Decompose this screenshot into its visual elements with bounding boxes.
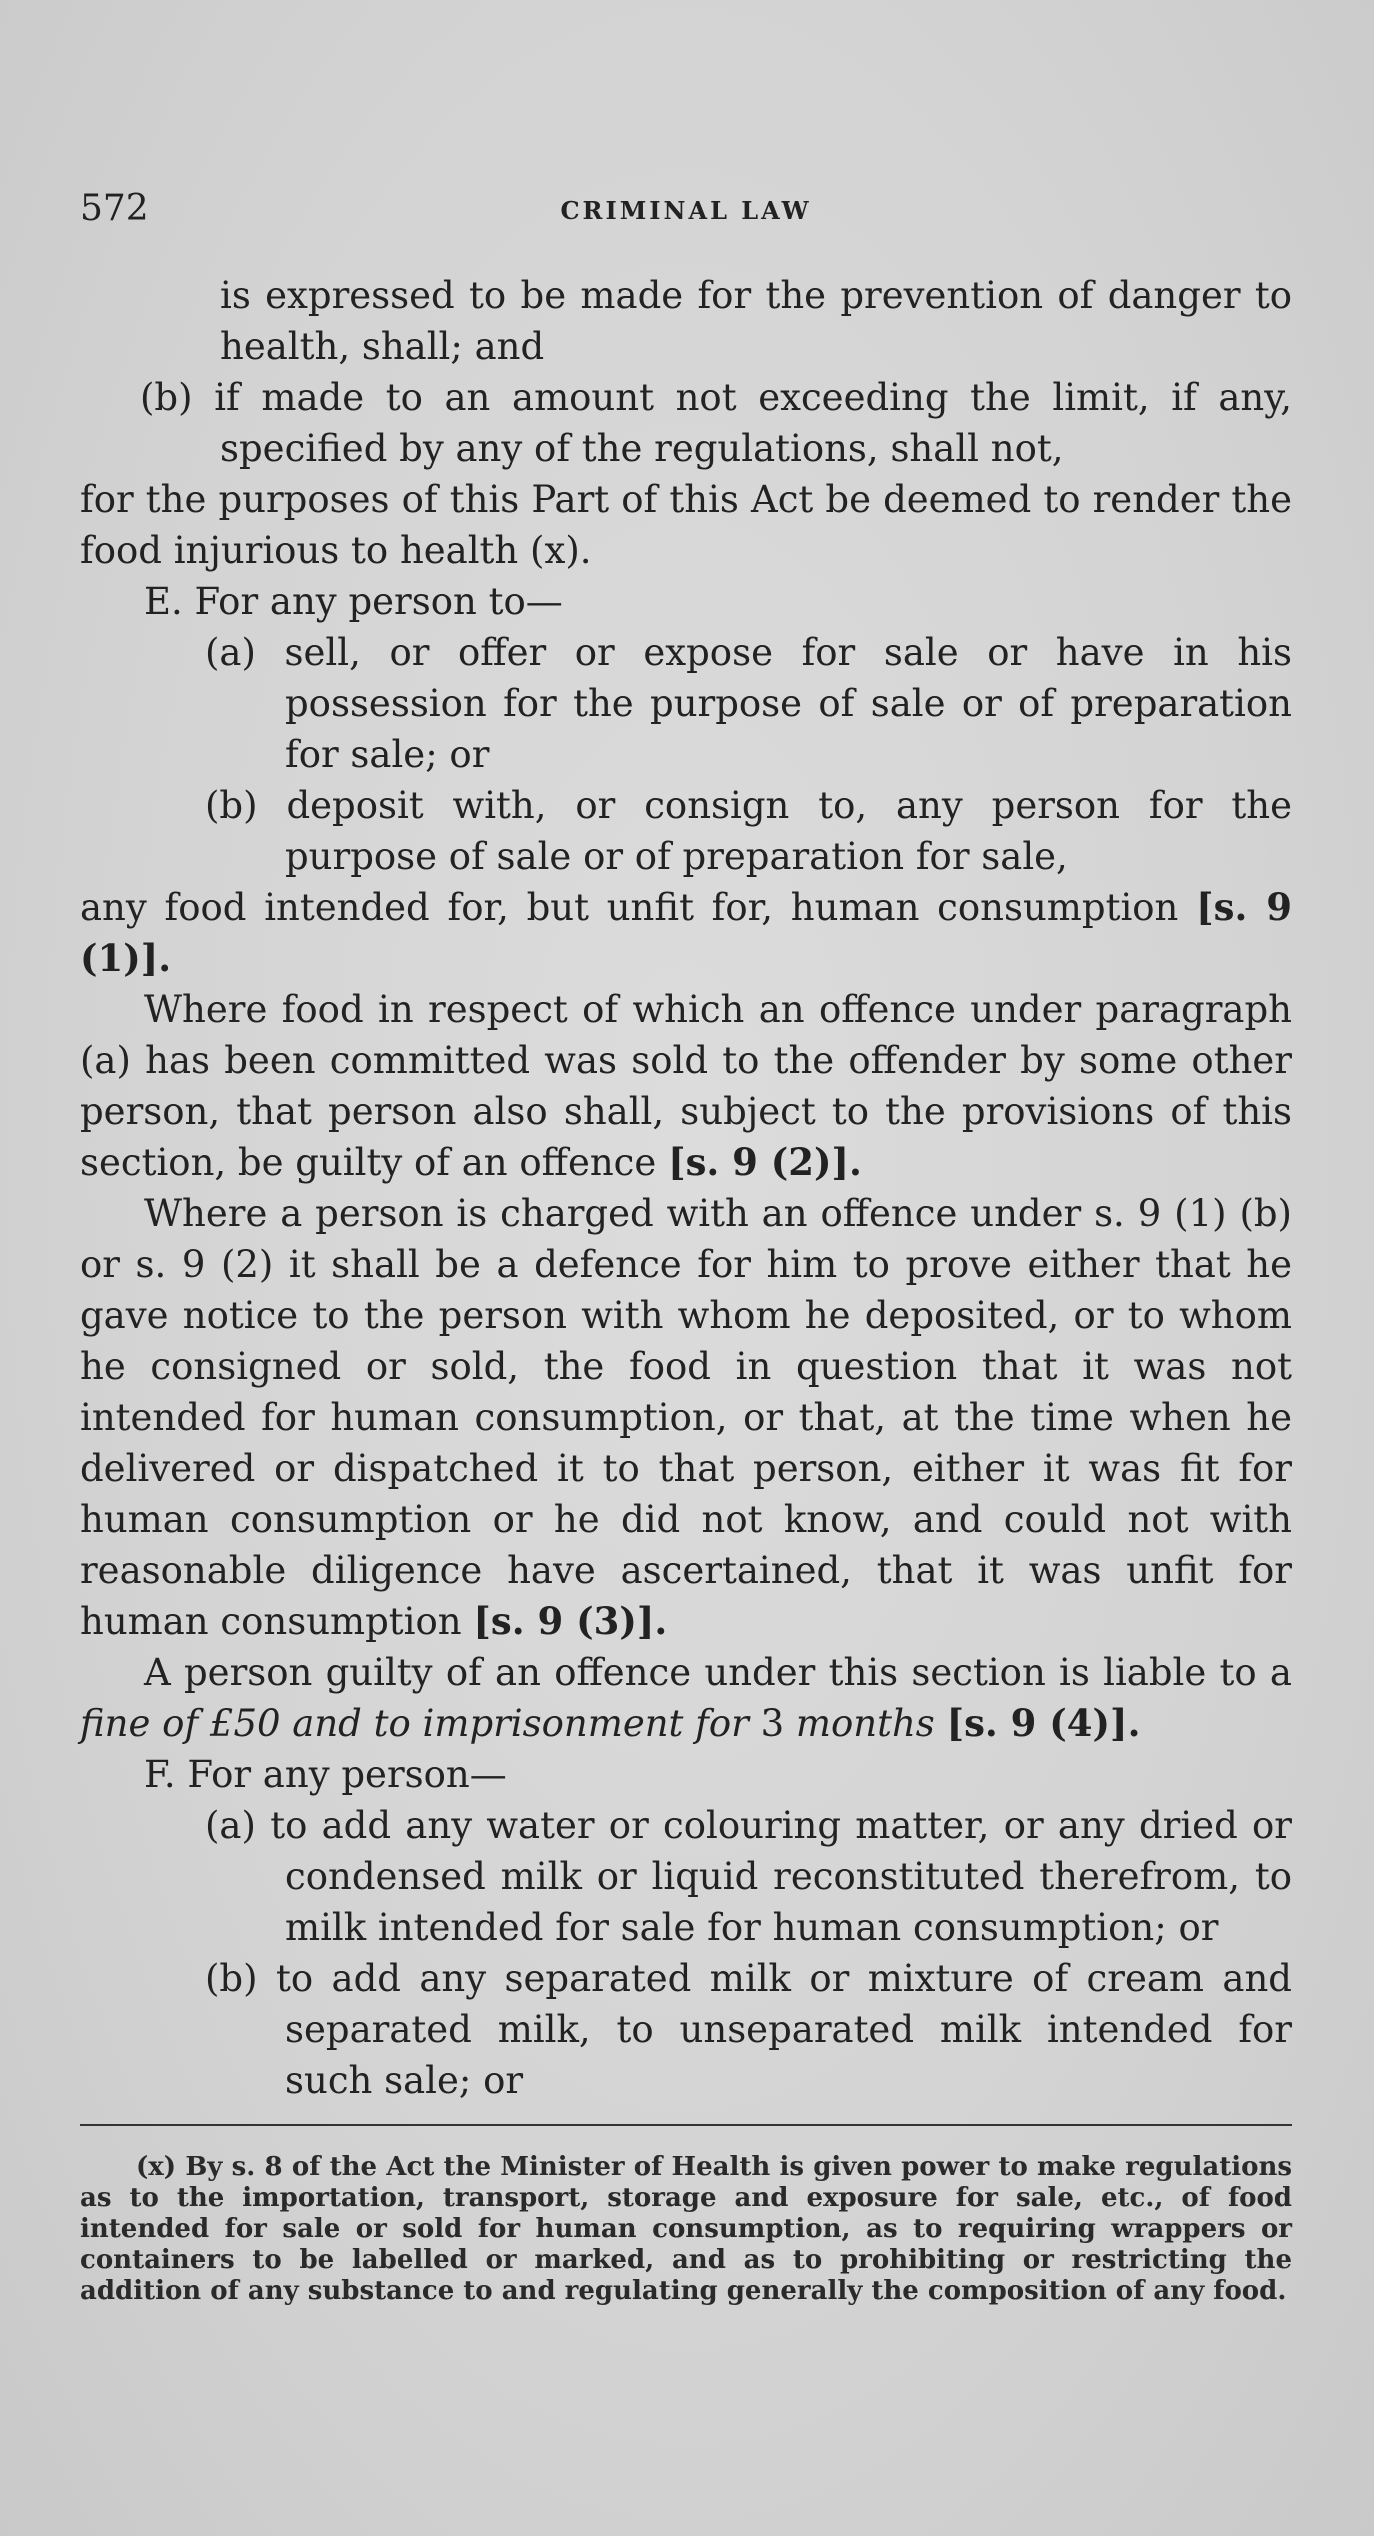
clause-b: (b) if made to an amount not exceeding the limit, if any, specified by any of the regulations, shall not,: [140, 376, 1293, 470]
clause-f-a: (a) to add any water or colouring matter, or any dried or condensed milk or liquid reconstituted therefrom, to milk intended for sale for human consumption; or: [205, 1804, 1292, 1949]
clause-f-b: (b) to add any separated milk or mixture of cream and separated milk, to unseparated milk intended for such sale; or: [205, 1957, 1292, 2102]
running-head: [80, 188, 1292, 238]
section-e-heading: E. For any person to—: [144, 580, 563, 623]
book-page: [80, 188, 1292, 2333]
clause-label: (b): [205, 784, 258, 827]
footnote: (x) By s. 8 of the Act the Minister of Health is given power to make regulations as to the importation, transport, storage and exposure for sale, etc., of food intended for sale or sold for human consumption, as to requiring wrappers or containers to be labelled or marked, and as to prohibiting or restricting the addition of any substance to and regulating generally the composition of any food.: [80, 2152, 1292, 2306]
paragraph-penalty: A person guilty of an offence under this section is liable to a fine of £50 and to imprisonment for 3 months [s. 9 (4)].: [80, 1651, 1292, 1745]
clause-e-b: (b) deposit with, or consign to, any person for the purpose of sale or of preparation for sale,: [205, 784, 1292, 878]
paragraph-sold-by-other: Where food in respect of which an offence under paragraph (a) has been committed was sold to the offender by some other person, that person also shall, subject to the provisions of this section, be guilty of an offence [s. 9 (2)].: [80, 988, 1292, 1184]
page-number: 572: [80, 188, 149, 229]
clause-e-a: (a) sell, or offer or expose for sale or have in his possession for the purpose of sale or of preparation for sale; or: [205, 631, 1292, 776]
section-reference: [s. 9 (1)].: [80, 885, 1292, 980]
running-title: CRIMINAL LAW: [560, 196, 812, 225]
paragraph-purposes: for the purposes of this Part of this Act be deemed to render the food injurious to health (x).: [80, 478, 1292, 572]
clause-label: (a): [205, 631, 256, 674]
clause-label: (a): [205, 1804, 256, 1847]
section-reference: [s. 9 (3)].: [473, 1599, 668, 1643]
clause-label: (b): [140, 376, 193, 419]
section-f-heading: F. For any person—: [144, 1753, 507, 1796]
paragraph-unfit-food: any food intended for, but unfit for, human consumption [s. 9 (1)].: [80, 885, 1292, 980]
paragraph-defence: Where a person is charged with an offence under s. 9 (1) (b) or s. 9 (2) it shall be a defence for him to prove either that he gave notice to the person with whom he deposited, or to whom he consigned or sold, the food in question that it was not intended for human consumption, or that, at the time when he delivered or dispatched it to that person, either it was fit for human consumption or he did not know, and could not with reasonable diligence have ascertained, that it was unfit for human consumption [s. 9 (3)].: [80, 1192, 1292, 1643]
body-text: [80, 270, 1292, 2106]
paragraph-continuation: is expressed to be made for the prevention of danger to health, shall; and: [220, 274, 1292, 368]
section-reference: [s. 9 (2)].: [668, 1140, 862, 1184]
section-reference: [s. 9 (4)].: [946, 1701, 1141, 1745]
penalty-text: fine of £50 and to imprisonment for: [80, 1702, 749, 1745]
clause-label: (b): [205, 1957, 258, 2000]
footnote-divider: [80, 2124, 1292, 2126]
